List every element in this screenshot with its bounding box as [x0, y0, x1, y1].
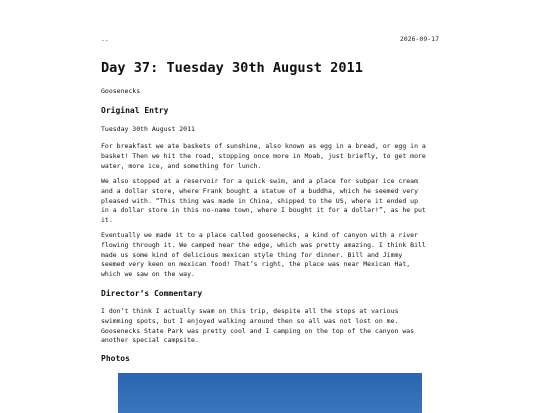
entry-paragraph: For breakfast we ate baskets of sunshine, also known as egg in a bread, or egg in a basket! Then we hit the road, stopping once more in Moab, just briefly, to get more water, more ice, and something for lunch.: [101, 142, 426, 170]
entry-date-line: Tuesday 30th August 2011: [101, 125, 195, 133]
top-bar: [101, 34, 439, 44]
parent-directory-link[interactable]: ..: [101, 35, 109, 43]
entry-paragraph: Eventually we made it to a place called goosenecks, a kind of canyon with a river flowing through it. We camped near the edge, which was pretty amazing. I think Bill made us some kind of delicious mexican style thing for dinner. Bill and Jimmy seemed very keen on mexican food! That’s right, the place was near Mexican Hat, which we saw on the way.: [101, 231, 426, 279]
original-entry-heading: Original Entry: [101, 106, 169, 115]
directors-commentary-heading: Director’s Commentary: [101, 289, 203, 298]
page-date: 2026-09-17: [399, 35, 439, 43]
goosenecks-photo[interactable]: [118, 373, 422, 413]
entry-paragraph: We also stopped at a reservoir for a quick swim, and a place for subpar ice cream and a dollar store, where Frank bought a statue of a buddha, which he seemed very pleased with. “This thing was made in China, shipped to the US, where it ended up in a dollar store in this no-name town, where I bought it for a dollar!”, as he put it.: [101, 177, 426, 225]
commentary-paragraph: I don’t think I actually swam on this trip, despite all the stops at various swimming spots, but I enjoyed walking around then so all was not lost on me. Goosenecks State Park was pretty cool and I camping on the top of the canyon was another special campsite.: [101, 307, 415, 345]
post-tagline: Goosenecks: [101, 87, 141, 95]
page-title: Day 37: Tuesday 30th August 2011: [101, 60, 363, 76]
photos-heading: Photos: [101, 354, 130, 363]
